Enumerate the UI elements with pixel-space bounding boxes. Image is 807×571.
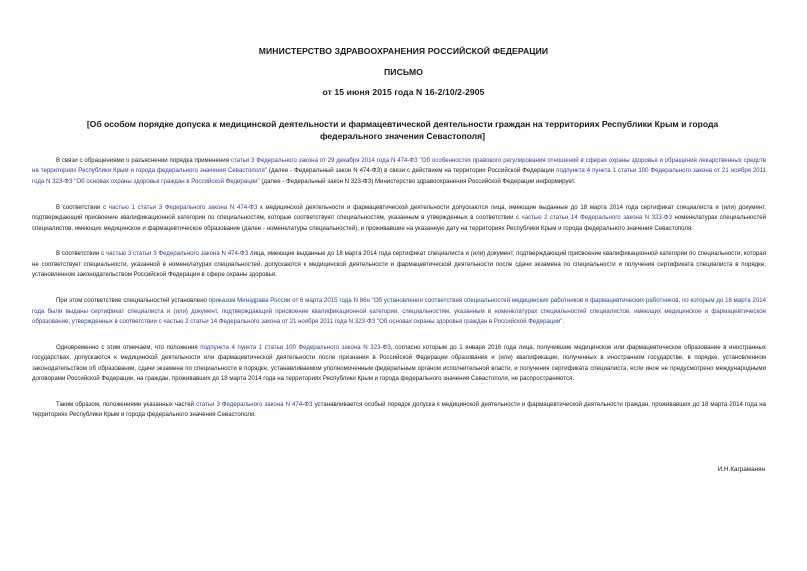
paragraph — [32, 343, 766, 385]
law-reference-link[interactable]: подпункта 4 пункта 1 статьи 100 Федерального закона от 21 ноября 2011 года N 323-ФЗ "Об основах охраны здоровья граждан в Российской Федерации" — [32, 167, 767, 185]
signature: И.Н.Каграманян — [717, 466, 765, 473]
document-type: ПИСЬМО — [384, 67, 423, 77]
paragraph-text: . — [562, 317, 565, 325]
document-date-number: от 15 июня 2015 года N 16-2/10/2-2905 — [322, 87, 485, 97]
paragraph-text: Таким образом, положениями указанных частей — [56, 401, 197, 408]
paragraph — [32, 400, 766, 421]
paragraph-text: лица, имеющие выданные до 18 марта 2014 года сертификат специалиста и (или) документ, подтверждающий присвоение квалификационной категории по специальности, которая не соответствует специальности, указанной в номенклатурах специальностей, допускаются к медицинской деятельности и фармацевтической деятельности после сдачи экзамена по специальности и получения сертификата специалиста в порядке, установленном законодательством Российской Федерации в сфере охраны здоровья. — [32, 250, 766, 279]
paragraph-text: к медицинской деятельности и фармацевтической деятельности допускаются лица, имеющие выданные до 18 марта 2014 года сертификат специалиста и (или) документ, подтверждающий присвоение квалификационной категории по специальностям, которые соответствуют специальностям, указанным в утвержденных в соответствии с — [32, 203, 767, 222]
document-subject: [Об особом порядке допуска к медицинской деятельности и фармацевтической деятельности граждан на территориях Республики Крым и города федерального значения Севастополя] — [86, 119, 719, 141]
paragraph — [32, 203, 766, 234]
document-body — [32, 156, 766, 436]
paragraph-text: Одновременно с этим отмечаем, что положения — [56, 343, 201, 351]
law-reference-link[interactable]: частью 3 статьи 3 Федерального закона N 474-ФЗ — [105, 250, 249, 258]
law-reference-link[interactable]: подпункта 4 пункта 1 статьи 100 Федерального закона N 323-ФЗ — [200, 343, 391, 351]
paragraph-text: В соответствии с — [56, 250, 106, 258]
paragraph-text: В соответствии с — [56, 203, 109, 211]
law-reference-link[interactable]: приказом Минздрава России от 6 марта 2015 года N 86н "Об установлении соответствия специальностей медицинских работников и фармацевтических работников, по которым до 18 марта 2014 года были выданы сертификат специалиста и (или) документ, подтверждающий присвоение квалификационной категории, специальностям, указанным в номенклатурах специальностей специалистов, имеющих медицинское и фармацевтическое образование, утвержденных в соответствии с частью 2 статьи 14 Федерального закона от 21 ноября 2011 года N 323-ФЗ "Об основах охраны здоровья граждан в Российской Федерации" — [32, 297, 766, 325]
paragraph — [32, 296, 766, 327]
paragraph-text: , согласно которым до 1 января 2016 года лица, получившие медицинское или фармацевтическое образование в иностранных государствах, допускаются к медицинской деятельности или фармацевтической деятельности после признания в Российской Федерации образования и (или) квалификации, полученных в иностранном государстве, в порядке, установленном законодательством об образовании, сдачи экзамена по специальности в порядке, устанавливаемом уполномоченным федеральным органом исполнительной власти, и получения сертификата специалиста, если иное не предусмотрено международными договорами Российской Федерации, на граждан, проживавших до 18 марта 2014 года на территориях Республики Крым и города федерального значения Севастополя, не распространяются. — [32, 343, 766, 383]
paragraph-text: (далее - Федеральный закон N 474-ФЗ) в связи с действием на территории Российской Федерации — [266, 167, 557, 175]
law-reference-link[interactable]: частью 1 статьи 3 Федерального закона N 474-ФЗ — [108, 203, 258, 211]
paragraph-text: При этом соответствие специальностей установлено — [56, 297, 209, 305]
law-reference-link[interactable]: статьи 3 Федерального закона N 474-ФЗ — [196, 401, 313, 408]
paragraph-text: устанавливается особый порядок допуска к медицинской деятельности и фармацевтической деятельности граждан, проживавших до 18 марта 2014 года на территориях Республики Крым и города федерального значения Севастополя. — [32, 401, 766, 419]
law-reference-link[interactable]: частью 2 статьи 14 Федерального закона N 323-ФЗ — [521, 214, 673, 222]
paragraph-text: номенклатурах специальностей специалистов, имеющих медицинское и фармацевтическое образование (далее - номенклатуры специальностей), и проживавшие на указанную дату на территориях Республики Крым и города федерального значения Севастополя. — [32, 214, 766, 232]
ministry-heading: МИНИСТЕРСТВО ЗДРАВООХРАНЕНИЯ РОССИЙСКОЙ ФЕДЕРАЦИИ — [258, 46, 549, 56]
law-reference-link[interactable]: статьи 3 Федерального закона от 29 декабря 2014 года N 474-ФЗ "Об особенностях правового регулирования отношений в сферах охраны здоровья и обращения лекарственных средств на территориях Республики Крым и города федерального значения Севастополя" — [32, 157, 766, 175]
paragraph-text: В связи с обращениями о разъяснении порядка применения — [56, 157, 231, 164]
paragraph — [32, 249, 766, 280]
paragraph-text: (далее - Федеральный закон N 323-ФЗ) Министерство здравоохранения Российской Федерации информирует. — [259, 177, 576, 185]
paragraph — [32, 156, 766, 187]
